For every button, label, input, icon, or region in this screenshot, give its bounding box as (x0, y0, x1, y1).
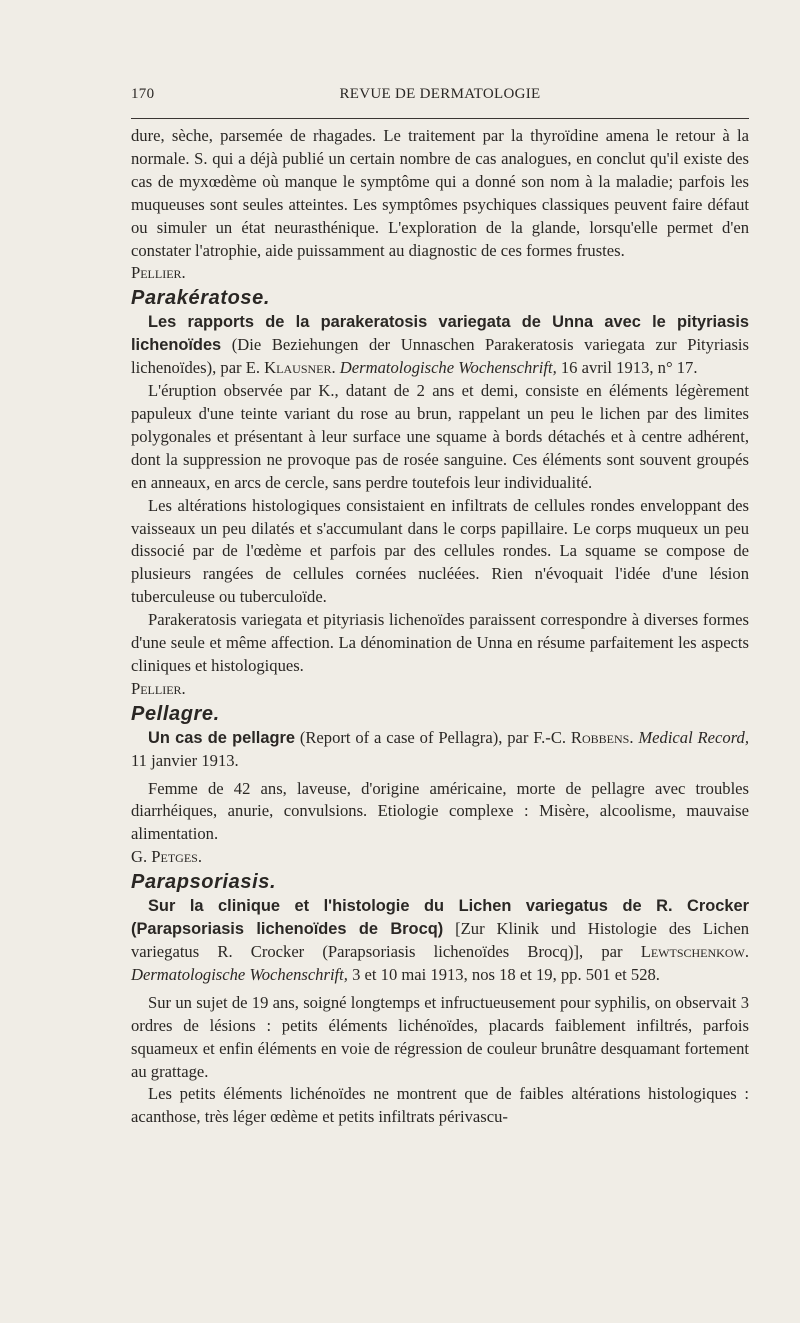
citation-text: (Die Beziehungen der Unnaschen Parakeratosis variegata zur Pityriasis lichenoïdes), par E. (131, 335, 749, 378)
page-number: 170 (131, 86, 155, 102)
running-header (131, 86, 749, 108)
section-heading-parapsoriasis: Parapsoriasis. (131, 871, 277, 894)
signature-pellier-1: Pellier. (131, 263, 186, 283)
page-body (131, 125, 749, 1129)
paragraph: Les altérations histologiques consistaient en infiltrats de cellules rondes enveloppant des vaisseaux un peu dilatés et s'accumulant dans le corps papillaire. Le corps muqueux un peu dissocié par de l'œdème et parfois par des cellules rondes. La squame se compose de plusieurs rangées de cellules cornées nucléées. Rien n'évoquait l'idée d'une lésion tuberculeuse ou tuberculoïde. (131, 495, 749, 607)
author-name: Klausner. (264, 358, 336, 378)
author-name: Robbens. (570, 727, 634, 747)
article-title: Sur la clinique et l'histologie du Lichen variegatus de R. Crocker (Parapsoriasis lichenoïdes de Brocq) (131, 897, 749, 939)
journal-name: Dermatologische Wochenschrift, (131, 964, 348, 984)
running-title: REVUE DE DERMATOLOGIE (339, 86, 541, 102)
paragraph: Sur un sujet de 19 ans, soigné longtemps et infructueusement pour syphilis, on observait 3 ordres de lésions : petits éléments lichénoïdes, placards faiblement infiltrés, parfois squameux et enfin éléments en voie de régression de couleur brunâtre desquamant fortement au grattage. (131, 992, 749, 1081)
section-heading-parakeratose: Parakératose. (131, 287, 271, 310)
citation-text: [Zur Klinik und Histologie des Lichen variegatus R. Crocker (Parapsoriasis lichenoïdes Brocq)], par (131, 919, 749, 961)
citation-text: (Report of a case of Pellagra), par F.-C. (299, 727, 567, 747)
citation-date: 11 janvier 1913. (131, 750, 239, 770)
author-name: Lewtschenkow. (640, 942, 749, 961)
article-pellagre (131, 727, 749, 773)
journal-name: Medical Record, (638, 727, 749, 747)
continuation-paragraph: dure, sèche, parsemée de rhagades. Le traitement par la thyroïdine amena le retour à la normale. S. qui a déjà publié un certain nombre de cas analogues, en conclut qu'il existe des cas de myxœdème où manque le symptôme qui a donné son nom à la maladie; parfois les muqueuses sont seules atteintes. Les symptômes psychiques classiques peuvent faire défaut ou simuler un état neurasthénique. L'exploration de la glande, lorsqu'elle permet d'en constater l'atrophie, aide puissamment au diagnostic de ces formes frustes. (131, 126, 749, 260)
signature-petges: G. Petges. (131, 847, 202, 867)
citation-date: 3 et 10 mai 1913, nos 18 et 19, pp. 501 et 528. (352, 964, 660, 984)
paragraph: Parakeratosis variegata et pityriasis lichenoïdes paraissent correspondre à diverses formes d'une seule et même affection. La dénomination de Unna en résume parfaitement les aspects cliniques et histologiques. (131, 610, 749, 675)
article-title: Les rapports de la parakeratosis variegata de Unna avec le pityriasis lichenoïdes (131, 313, 749, 355)
article-title: Un cas de pellagre (148, 728, 295, 747)
paragraph: Femme de 42 ans, laveuse, d'origine américaine, morte de pellagre avec troubles diarrhéiques, anurie, convulsions. Etiologie complexe : Misère, alcoolisme, mauvaise alimentation. (131, 778, 749, 844)
header-rule (131, 118, 749, 119)
signature-pellier-2: Pellier. (131, 678, 186, 698)
paragraph: Les petits éléments lichénoïdes ne montrent que de faibles altérations histologiques : acanthose, très léger œdème et petits infiltrats périvascu- (131, 1084, 749, 1127)
article-parapsoriasis (131, 895, 749, 987)
section-heading-pellagre: Pellagre. (131, 702, 220, 725)
citation-date: 16 avril 1913, n° 17. (560, 358, 698, 378)
journal-name: Dermatologische Wochenschrift, (339, 358, 557, 378)
article-parakeratosis (131, 311, 749, 380)
paragraph: L'éruption observée par K., datant de 2 ans et demi, consiste en éléments légèrement papuleux d'une teinte variant du rose au brun, rappelant un peu le lichen par des limites polygonales et présentant à leur surface une squame à bords détachés et à centre adhérent, dont la suppression ne provoque pas de rosée sanguine. Ces éléments sont souvent groupés en anneaux, en arcs de cercle, sans perdre toutefois leur individualité. (131, 381, 749, 492)
